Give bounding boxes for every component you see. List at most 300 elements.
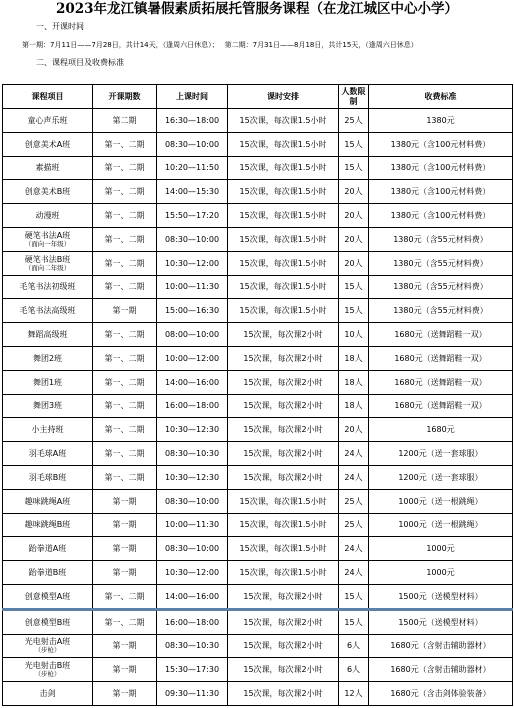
fee-text: 1380元（含55元材料费） [393, 258, 488, 268]
period-text: 第一期 [112, 520, 137, 530]
arrangement-text: 15次课，每次课1.5小时 [239, 163, 327, 173]
arrangement-cell [228, 227, 339, 251]
limit-cell [339, 561, 369, 585]
arrangement-cell [228, 156, 339, 180]
limit-cell [339, 442, 369, 466]
time-cell [157, 489, 228, 513]
table-row [3, 465, 513, 489]
course-name-cell [3, 418, 93, 442]
limit-cell [339, 109, 369, 133]
course-name-cell [3, 561, 93, 585]
period-text: 第一、二期 [104, 234, 145, 244]
period-cell [93, 513, 157, 537]
time-text: 10:20—11:50 [164, 163, 220, 173]
fee-text: 1680元（送舞蹈鞋一双） [394, 401, 487, 411]
fee-text: 1680元（含击剑体验装备） [390, 689, 491, 699]
arrangement-cell [228, 132, 339, 156]
course-name-text: 童心声乐班 [27, 115, 68, 125]
fee-text: 1680元 [426, 425, 455, 435]
arrangement-cell [228, 299, 339, 323]
limit-text: 15人 [344, 591, 363, 601]
time-cell [157, 323, 228, 347]
time-text: 10:30—12:30 [164, 472, 220, 482]
limit-cell [339, 251, 369, 275]
time-text: 08:30—10:30 [164, 449, 220, 459]
arrangement-text: 15次课，每次课1.5小时 [239, 282, 327, 292]
period-text: 第一、二期 [104, 211, 145, 221]
course-name-cell [3, 584, 93, 609]
column-header-course: 课程项目 [3, 85, 93, 109]
arrangement-text: 15次课，每次课1.5小时 [239, 139, 327, 149]
time-text: 10:30—12:30 [164, 425, 220, 435]
section-heading-courses: 二、课程项目及收费标准 [36, 58, 124, 67]
fee-cell [369, 658, 513, 682]
time-text: 10:30—12:00 [164, 258, 220, 268]
time-text: 14:00—16:00 [164, 377, 220, 387]
arrangement-text: 15次课，每次课2小时 [243, 591, 323, 601]
table-row [3, 537, 513, 561]
limit-text: 20人 [344, 234, 363, 244]
period-text: 第一期 [112, 641, 137, 651]
limit-cell [339, 489, 369, 513]
limit-cell [339, 609, 369, 634]
period-cell [93, 489, 157, 513]
fee-text: 1200元（送一套球服） [398, 472, 483, 482]
table-row [3, 299, 513, 323]
course-name-text: 趣味跳绳A班 [24, 496, 71, 506]
arrangement-text: 15次课，每次课2小时 [243, 665, 323, 675]
time-cell [157, 394, 228, 418]
time-cell [157, 346, 228, 370]
period-text: 第一、二期 [104, 139, 145, 149]
course-name-note: （步枪） [34, 670, 61, 679]
arrangement-text: 15次课，每次课2小时 [243, 689, 323, 699]
course-name-cell [3, 180, 93, 204]
time-cell [157, 156, 228, 180]
fee-text: 1380元（含55元材料费） [393, 282, 488, 292]
arrangement-text: 15次课，每次课2小时 [243, 472, 323, 482]
arrangement-text: 15次课，每次课1.5小时 [239, 544, 327, 554]
arrangement-cell [228, 634, 339, 658]
course-name-cell [3, 513, 93, 537]
limit-text: 18人 [344, 353, 363, 363]
arrangement-text: 15次课，每次课1.5小时 [239, 520, 327, 530]
course-name-cell [3, 346, 93, 370]
arrangement-text: 15次课，每次课2小时 [243, 449, 323, 459]
limit-text: 15人 [344, 617, 363, 627]
table-row [3, 132, 513, 156]
table-row [3, 204, 513, 228]
course-name-text: 跆拳道A班 [28, 544, 67, 554]
table-row [3, 513, 513, 537]
time-text: 15:30—17:30 [164, 665, 220, 675]
fee-text: 1680元（送舞蹈鞋一双） [394, 330, 487, 340]
limit-cell [339, 132, 369, 156]
fee-cell [369, 561, 513, 585]
time-text: 16:00—18:00 [164, 401, 220, 411]
course-name-text: 素描班 [35, 163, 60, 173]
course-name-text: 小主持班 [31, 425, 64, 435]
time-text: 10:30—12:00 [164, 568, 220, 578]
course-name-text: 光电射击B班 [24, 661, 71, 671]
time-text: 14:00—16:00 [164, 591, 220, 601]
time-text: 08:30—10:00 [164, 544, 220, 554]
period-cell [93, 346, 157, 370]
time-text: 10:00—12:00 [164, 353, 220, 363]
limit-text: 15人 [344, 139, 363, 149]
time-cell [157, 132, 228, 156]
arrangement-cell [228, 537, 339, 561]
table-row [3, 251, 513, 275]
fee-cell [369, 418, 513, 442]
column-header-fee: 收费标准 [369, 85, 513, 109]
arrangement-cell [228, 180, 339, 204]
fee-cell [369, 299, 513, 323]
fee-cell [369, 251, 513, 275]
fee-cell [369, 346, 513, 370]
course-name-note: （面向一年级） [24, 239, 71, 248]
arrangement-cell [228, 442, 339, 466]
arrangement-cell [228, 418, 339, 442]
course-name-cell [3, 132, 93, 156]
column-header-arrangement: 课时安排 [228, 85, 339, 109]
arrangement-text: 15次课，每次课1.5小时 [239, 115, 327, 125]
fee-text: 1000元 [426, 544, 455, 554]
arrangement-cell [228, 370, 339, 394]
period-text: 第一期 [112, 306, 137, 316]
arrangement-cell [228, 561, 339, 585]
fee-text: 1000元（送一根跳绳） [398, 496, 483, 506]
course-name-note: （步枪） [34, 646, 61, 655]
fee-cell [369, 394, 513, 418]
arrangement-cell [228, 658, 339, 682]
column-header-limit: 人数限制 [339, 85, 369, 109]
period-text: 第一、二期 [104, 591, 145, 601]
document-title: 2023年龙江镇暑假素质拓展托管服务课程（在龙江城区中心小学） [55, 1, 459, 17]
arrangement-cell [228, 323, 339, 347]
limit-cell [339, 658, 369, 682]
arrangement-text: 15次课，每次课1.5小时 [239, 568, 327, 578]
fee-text: 1680元（送舞蹈鞋一双） [394, 353, 487, 363]
limit-cell [339, 370, 369, 394]
course-name-text: 创意模型A班 [24, 591, 71, 601]
limit-cell [339, 275, 369, 299]
limit-cell [339, 156, 369, 180]
period-text: 第一、二期 [104, 163, 145, 173]
time-text: 08:30—10:00 [164, 496, 220, 506]
time-cell [157, 180, 228, 204]
arrangement-cell [228, 489, 339, 513]
limit-cell [339, 204, 369, 228]
period-cell [93, 584, 157, 609]
fee-text: 1000元（送一根跳绳） [398, 520, 483, 530]
limit-cell [339, 418, 369, 442]
fee-text: 1680元（含射击辅助器材） [390, 665, 491, 675]
fee-text: 1680元（含射击辅助器材） [390, 641, 491, 651]
course-name-note: （面向二年级） [24, 263, 71, 272]
time-text: 08:00—10:00 [164, 330, 220, 340]
table-row [3, 418, 513, 442]
course-name-cell [3, 658, 93, 682]
limit-cell [339, 394, 369, 418]
course-name-text: 羽毛球A班 [28, 449, 67, 459]
course-name-cell [3, 537, 93, 561]
arrangement-text: 15次课，每次课1.5小时 [239, 496, 327, 506]
period-cell [93, 156, 157, 180]
period-cell [93, 682, 157, 706]
fee-text: 1380元（含100元材料费） [390, 139, 491, 149]
table-row [3, 346, 513, 370]
fee-text: 1200元（送一套球服） [398, 449, 483, 459]
time-cell [157, 204, 228, 228]
arrangement-cell [228, 251, 339, 275]
period-text: 第一、二期 [104, 617, 145, 627]
time-text: 10:00—11:30 [164, 520, 220, 530]
table-row [3, 323, 513, 347]
section-heading-schedule: 一、开课时间 [36, 22, 84, 31]
limit-text: 24人 [344, 544, 363, 554]
arrangement-cell [228, 109, 339, 133]
limit-text: 24人 [344, 472, 363, 482]
limit-text: 20人 [344, 425, 363, 435]
course-name-text: 跆拳道B班 [28, 568, 67, 578]
course-name-cell [3, 299, 93, 323]
fee-cell [369, 537, 513, 561]
course-name-text: 舞团2班 [32, 353, 63, 363]
table-row [3, 561, 513, 585]
limit-cell [339, 465, 369, 489]
limit-text: 25人 [344, 496, 363, 506]
course-name-text: 创意模型B班 [24, 617, 71, 627]
fee-text: 1380元（含100元材料费） [390, 187, 491, 197]
table-row [3, 275, 513, 299]
fee-text: 1500元（送模型材料） [398, 591, 483, 601]
limit-cell [339, 323, 369, 347]
course-name-text: 硬笔书法A班 [24, 230, 71, 240]
fee-cell [369, 275, 513, 299]
arrangement-text: 15次课，每次课2小时 [243, 641, 323, 651]
arrangement-text: 15次课，每次课1.5小时 [239, 258, 327, 268]
course-name-text: 击剑 [39, 689, 56, 699]
limit-text: 20人 [344, 187, 363, 197]
course-name-cell [3, 682, 93, 706]
period-text: 第一期 [112, 568, 137, 578]
period-text: 第一、二期 [104, 330, 145, 340]
time-cell [157, 634, 228, 658]
fee-cell [369, 180, 513, 204]
limit-text: 25人 [344, 520, 363, 530]
period-text: 第一、二期 [104, 377, 145, 387]
fee-cell [369, 513, 513, 537]
course-name-cell [3, 609, 93, 634]
course-name-text: 趣味跳绳B班 [24, 520, 71, 530]
course-table [2, 84, 513, 706]
period-cell [93, 132, 157, 156]
period-text: 第一、二期 [104, 353, 145, 363]
period-cell [93, 394, 157, 418]
limit-cell [339, 299, 369, 323]
period-text: 第一、二期 [104, 425, 145, 435]
fee-cell [369, 132, 513, 156]
limit-text: 15人 [344, 282, 363, 292]
table-row [3, 489, 513, 513]
period-text: 第一期 [112, 665, 137, 675]
limit-text: 12人 [344, 689, 363, 699]
course-name-cell [3, 370, 93, 394]
table-header-row [3, 85, 513, 109]
fee-text: 1380元（含100元材料费） [390, 163, 491, 173]
time-text: 16:00—18:00 [164, 617, 220, 627]
period-cell [93, 227, 157, 251]
table-row [3, 442, 513, 466]
limit-cell [339, 682, 369, 706]
table-row [3, 156, 513, 180]
period-cell [93, 109, 157, 133]
fee-text: 1500元（送模型材料） [398, 617, 483, 627]
course-name-cell [3, 323, 93, 347]
arrangement-cell [228, 609, 339, 634]
course-table-body [3, 109, 513, 706]
table-row [3, 584, 513, 609]
fee-text: 1000元 [426, 568, 455, 578]
time-text: 16:30—18:00 [164, 115, 220, 125]
time-cell [157, 251, 228, 275]
period-cell [93, 323, 157, 347]
time-text: 15:50—17:20 [164, 211, 220, 221]
limit-cell [339, 227, 369, 251]
fee-text: 1380元（含55元材料费） [393, 306, 488, 316]
course-name-text: 舞蹈高级班 [27, 330, 68, 340]
time-text: 08:30—10:00 [164, 139, 220, 149]
table-row [3, 634, 513, 658]
course-name-text: 羽毛球B班 [28, 472, 67, 482]
table-row [3, 227, 513, 251]
arrangement-text: 15次课，每次课1.5小时 [239, 306, 327, 316]
period-text: 第一、二期 [104, 449, 145, 459]
period-cell [93, 180, 157, 204]
course-name-cell [3, 109, 93, 133]
time-text: 09:30—11:30 [164, 689, 220, 699]
period-text: 第一、二期 [104, 401, 145, 411]
time-text: 15:00—16:30 [164, 306, 220, 316]
limit-text: 25人 [344, 115, 363, 125]
limit-cell [339, 537, 369, 561]
limit-cell [339, 634, 369, 658]
time-text: 14:00—15:30 [164, 187, 220, 197]
course-name-cell [3, 204, 93, 228]
schedule-period-2: 第二期：7月31日——8月18日，共计15天，（逢周六日休息） [224, 41, 418, 49]
course-name-text: 舞团3班 [32, 401, 63, 411]
fee-text: 1380元（含55元材料费） [393, 234, 488, 244]
arrangement-cell [228, 204, 339, 228]
fee-cell [369, 323, 513, 347]
period-text: 第二期 [112, 115, 137, 125]
table-row [3, 609, 513, 634]
arrangement-text: 15次课，每次课2小时 [243, 425, 323, 435]
limit-text: 20人 [344, 258, 363, 268]
period-cell [93, 275, 157, 299]
fee-text: 1680元（送舞蹈鞋一双） [394, 377, 487, 387]
schedule-line [22, 40, 418, 50]
period-cell [93, 370, 157, 394]
arrangement-cell [228, 682, 339, 706]
period-cell [93, 537, 157, 561]
limit-text: 18人 [344, 401, 363, 411]
time-text: 10:00—11:30 [164, 282, 220, 292]
course-name-cell [3, 465, 93, 489]
fee-cell [369, 370, 513, 394]
limit-cell [339, 180, 369, 204]
course-name-text: 动漫班 [35, 211, 60, 221]
course-name-text: 光电射击A班 [24, 637, 71, 647]
limit-text: 15人 [344, 306, 363, 316]
fee-cell [369, 227, 513, 251]
period-text: 第一期 [112, 544, 137, 554]
arrangement-cell [228, 275, 339, 299]
column-header-time: 上课时间 [157, 85, 228, 109]
course-name-text: 舞团1班 [32, 377, 63, 387]
fee-text: 1380元（含100元材料费） [390, 211, 491, 221]
time-cell [157, 682, 228, 706]
time-cell [157, 561, 228, 585]
fee-cell [369, 634, 513, 658]
time-cell [157, 275, 228, 299]
course-name-cell [3, 489, 93, 513]
course-name-text: 毛笔书法高级班 [19, 306, 76, 316]
course-name-text: 硬笔书法B班 [24, 254, 71, 264]
limit-cell [339, 584, 369, 609]
fee-text: 1380元 [426, 115, 455, 125]
course-name-cell [3, 227, 93, 251]
time-cell [157, 584, 228, 609]
fee-cell [369, 204, 513, 228]
time-cell [157, 227, 228, 251]
time-cell [157, 513, 228, 537]
period-text: 第一、二期 [104, 187, 145, 197]
fee-cell [369, 682, 513, 706]
arrangement-text: 15次课，每次课2小时 [243, 377, 323, 387]
course-name-cell [3, 442, 93, 466]
fee-cell [369, 156, 513, 180]
fee-cell [369, 584, 513, 609]
fee-cell [369, 609, 513, 634]
arrangement-cell [228, 394, 339, 418]
arrangement-text: 15次课，每次课2小时 [243, 330, 323, 340]
time-cell [157, 609, 228, 634]
period-cell [93, 204, 157, 228]
table-row [3, 180, 513, 204]
limit-text: 6人 [346, 665, 361, 675]
table-row [3, 658, 513, 682]
fee-cell [369, 109, 513, 133]
schedule-period-1: 第一期：7月11日——7月28日，共计14天，（逢周六日休息）； [22, 41, 219, 49]
arrangement-text: 15次课，每次课1.5小时 [239, 234, 327, 244]
time-cell [157, 442, 228, 466]
period-cell [93, 299, 157, 323]
course-name-cell [3, 275, 93, 299]
period-cell [93, 465, 157, 489]
time-text: 08:30—10:30 [164, 641, 220, 651]
limit-text: 24人 [344, 449, 363, 459]
course-name-text: 毛笔书法初级班 [19, 282, 76, 292]
table-row [3, 370, 513, 394]
course-name-cell [3, 394, 93, 418]
time-cell [157, 537, 228, 561]
arrangement-text: 15次课，每次课1.5小时 [239, 211, 327, 221]
time-cell [157, 418, 228, 442]
limit-cell [339, 346, 369, 370]
period-cell [93, 634, 157, 658]
